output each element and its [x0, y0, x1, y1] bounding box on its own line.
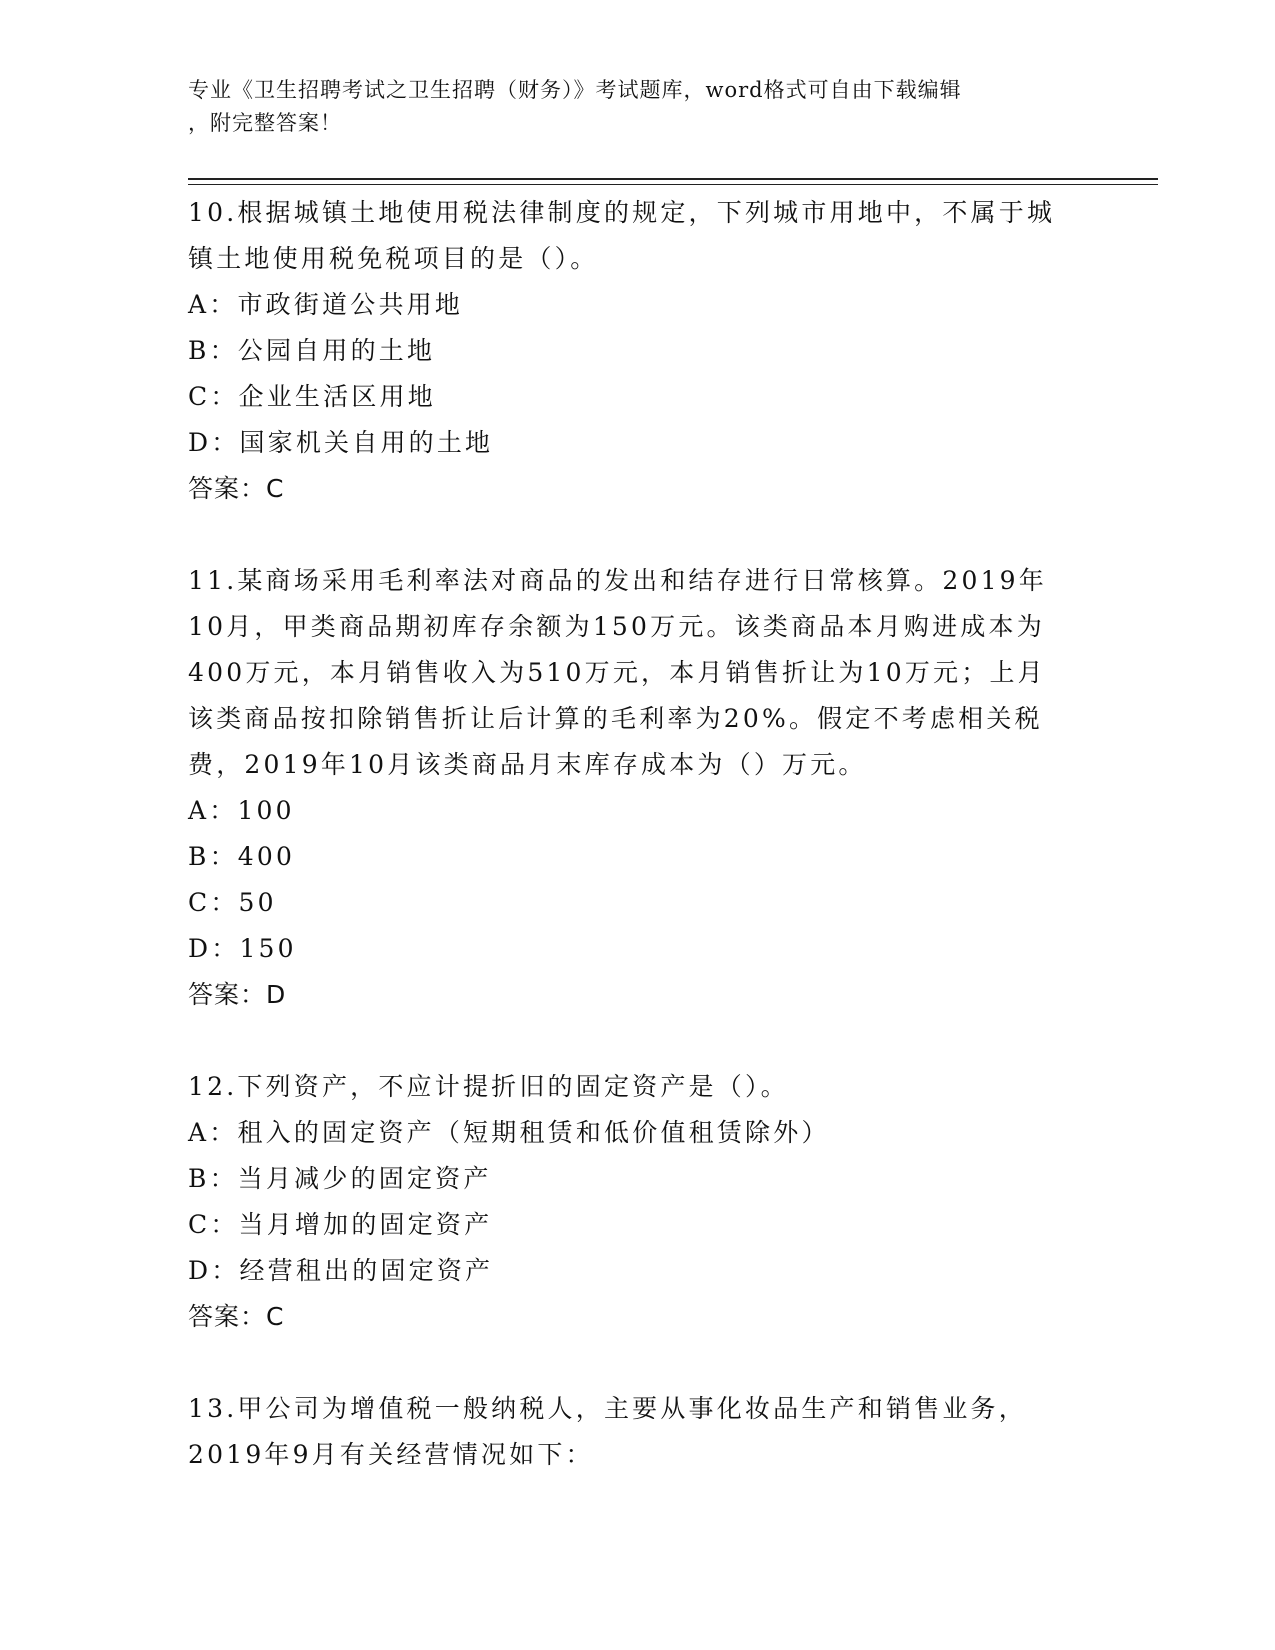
- header-divider-thick: [188, 178, 1158, 180]
- question-stem-line: 2019年9月有关经营情况如下：: [188, 1440, 594, 1469]
- document-header: [188, 74, 1088, 140]
- header-line-2: ，附完整答案！: [188, 111, 342, 135]
- header-divider-thin: [188, 184, 1158, 185]
- header-line-1: 专业《卫生招聘考试之卫生招聘（财务）》考试题库，word格式可自由下载编辑: [188, 78, 962, 102]
- question-list: [188, 190, 1088, 1478]
- option-d: D：150: [188, 934, 297, 963]
- option-a: A：租入的固定资产（短期租赁和低价值租赁除外）: [188, 1118, 830, 1147]
- option-d: D：经营租出的固定资产: [188, 1256, 494, 1285]
- option-a: A：市政街道公共用地: [188, 290, 464, 319]
- question-stem-line: 12.下列资产，不应计提折旧的固定资产是（）。: [188, 1072, 789, 1101]
- question-stem-line: 10.根据城镇土地使用税法律制度的规定，下列城市用地中，不属于城: [188, 198, 1056, 227]
- question-12: [188, 1064, 1088, 1340]
- option-c: C：当月增加的固定资产: [188, 1210, 493, 1239]
- option-b: B：当月减少的固定资产: [188, 1164, 492, 1193]
- question-spacer: [188, 1340, 1088, 1386]
- question-stem-line: 费，2019年10月该类商品月末库存成本为（）万元。: [188, 750, 867, 779]
- question-10: [188, 190, 1088, 512]
- option-c: C：企业生活区用地: [188, 382, 436, 411]
- question-stem-line: 400万元，本月销售收入为510万元，本月销售折让为10万元；上月: [188, 658, 1046, 687]
- question-13: [188, 1386, 1088, 1478]
- question-stem-line: 10月，甲类商品期初库存余额为150万元。该类商品本月购进成本为: [188, 612, 1045, 641]
- answer: 答案：D: [188, 980, 287, 1009]
- question-spacer: [188, 512, 1088, 558]
- option-c: C：50: [188, 888, 277, 917]
- question-11: [188, 558, 1088, 1018]
- option-a: A：100: [188, 796, 295, 825]
- question-stem-line: 该类商品按扣除销售折让后计算的毛利率为20%。假定不考虑相关税: [188, 704, 1043, 733]
- question-stem-line: 镇土地使用税免税项目的是（）。: [188, 244, 599, 273]
- question-spacer: [188, 1018, 1088, 1064]
- option-b: B：400: [188, 842, 296, 871]
- option-b: B：公园自用的土地: [188, 336, 436, 365]
- option-d: D：国家机关自用的土地: [188, 428, 494, 457]
- answer: 答案：C: [188, 474, 285, 503]
- answer: 答案：C: [188, 1302, 285, 1331]
- question-stem-line: 13.甲公司为增值税一般纳税人，主要从事化妆品生产和销售业务，: [188, 1394, 1027, 1423]
- question-stem-line: 11.某商场采用毛利率法对商品的发出和结存进行日常核算。2019年: [188, 566, 1047, 595]
